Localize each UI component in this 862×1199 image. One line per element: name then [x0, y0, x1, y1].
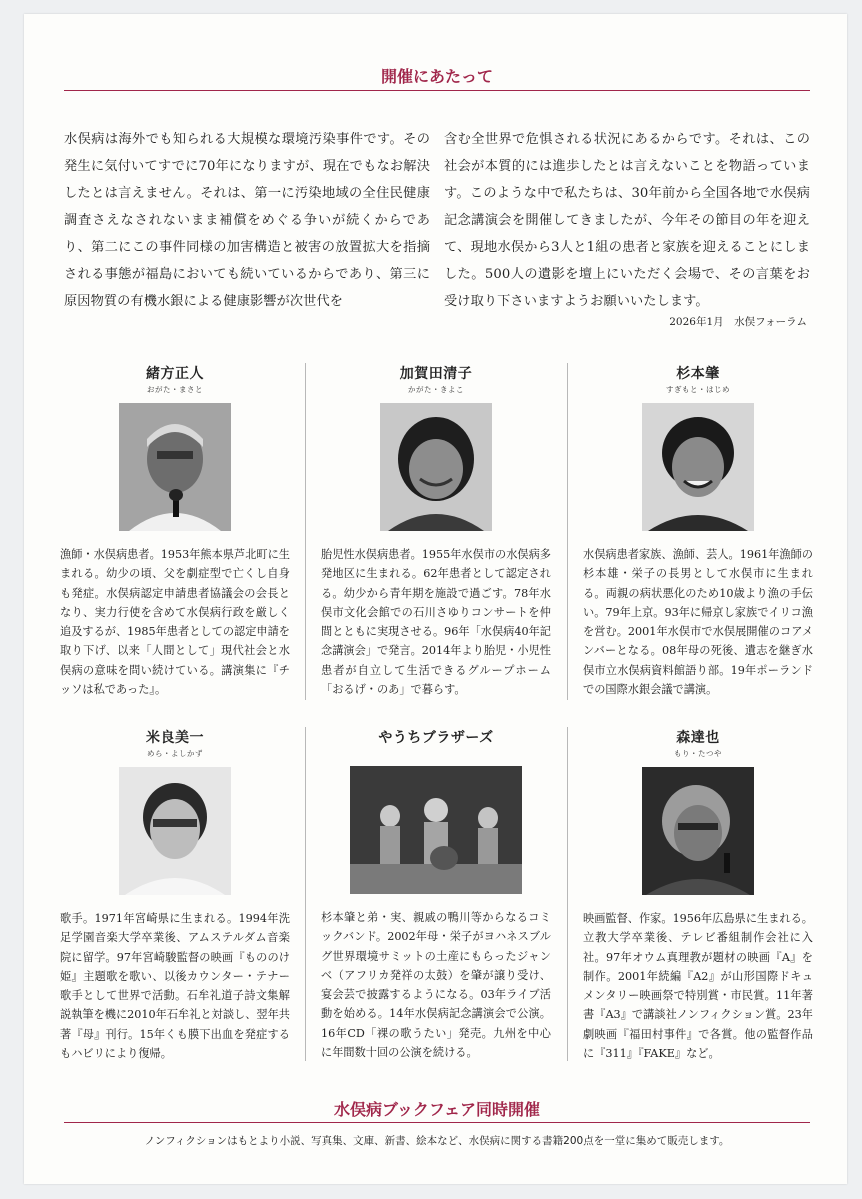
speaker-reading: おがた・まさと: [147, 385, 203, 394]
speaker-card-ogata: [60, 363, 290, 699]
speaker-reading: めら・よしかず: [147, 749, 203, 758]
column-divider: [305, 727, 306, 1061]
title-rule: [64, 90, 810, 91]
speaker-bio: 歌手。1971年宮崎県に生まれる。1994年洗足学園音楽大学卒業後、アムステルダム音楽院に留学。97年宮崎駿監督の映画『もののけ姫』主題歌を歌い、以後カウンター・テナー歌手として世界で活動。石牟礼道子詩文集解説執筆を機に2010年石牟礼と対談し、翌年共著『母』刊行。15年くも膜下出血を発症するもハビリにより復帰。: [60, 912, 290, 1061]
speaker-name: 加賀田清子: [399, 366, 473, 382]
page-title: 開催にあたって: [380, 67, 493, 86]
column-divider: [305, 363, 306, 700]
speaker-card-yauchi-brothers: [321, 727, 551, 1062]
speaker-photo: [642, 767, 754, 895]
speaker-bio: 杉本肇と弟・実、親戚の鴨川等からなるコミックバンド。2002年母・栄子がヨハネスブルグ世界環境サミットの土産にもらったジャンベ（アフリカ発祥の太鼓）を肇が譲り受け、宴会芸で披露するようになる。03年ライブ活動を始める。14年水俣病記念講演会で公演。16年CD「裸の歌うたい」発売。九州を中心に年間数十回の公演を続ける。: [321, 911, 551, 1060]
speaker-card-mera: [60, 727, 290, 1063]
speaker-bio: 水俣病患者家族、漁師、芸人。1961年漁師の杉本雄・栄子の長男として水俣市に生まれる。両親の病状悪化のため10歳より漁の手伝い。79年上京。93年に帰京し家族でイリコ漁を営む。2001年水俣市で水俣展開催のコアメンバーとなる。08年母の死後、遺志を継ぎ水俣市立水俣病資料館語り部。19年ポーランドでの国際水銀会議で講演。: [583, 548, 813, 697]
book-fair-description: ノンフィクションはもとより小説、写真集、文庫、新書、絵本など、水俣病に関する書籍200点を一堂に集めて販売します。: [144, 1135, 730, 1147]
column-divider: [567, 363, 568, 700]
speaker-card-sugimoto: [583, 363, 813, 699]
speaker-photo: [642, 403, 754, 531]
speaker-name: 森達也: [676, 730, 720, 746]
intro-left-column: 水俣病は海外でも知られる大規模な環境汚染事件です。その発生に気付いてすでに70年になりますが、現在でもなお解決したとは言えません。それは、第一に汚染地域の全住民健康調査さえなされないまま補償をめぐる争いが続くからであり、第二にこの事件同様の加害構造と被害の放置拡大を指摘される事態が福島においても続いているからであり、第三に原因物質の有機水銀による健康影響が次世代を: [64, 132, 430, 309]
speaker-photo: [119, 767, 231, 895]
page: [24, 14, 847, 1184]
speaker-reading: もり・たつや: [674, 749, 722, 758]
speaker-bio: 漁師・水俣病患者。1953年熊本県芦北町に生まれる。幼少の頃、父を劇症型で亡くし自身も発症。水俣病認定申請患者協議会の会長となり、実力行使を含めて水俣病行政を厳しく追及するが、1985年患者としての認定申請を取り下げ、以来「人間として」現代社会と水俣病の意味を問い続けている。講演集に『チッソは私であった』。: [60, 548, 290, 697]
speaker-reading: すぎもと・はじめ: [666, 385, 730, 394]
intro-right-column: 含む全世界で危惧される状況にあるからです。それは、この社会が本質的には進歩したとは言えないことを物語っています。このような中で私たちは、30年前から全国各地で水俣病記念講演会を開催してきましたが、今年その節目の年を迎えて、現地水俣から3人と1組の患者と家族を迎えることにしました。500人の遺影を壇上にいただく会場で、その言葉をお受け取り下さいますようお願いいたします。: [444, 132, 810, 309]
speaker-name: 緒方正人: [146, 366, 204, 382]
speaker-name: 米良美一: [146, 730, 204, 746]
speaker-card-mori: [583, 727, 813, 1063]
speaker-bio: 映画監督、作家。1956年広島県に生まれる。立教大学卒業後、テレビ番組制作会社に入社。97年オウム真理教が題材の映画『A』を制作。2001年続編『A2』が山形国際ドキュメンタリー映画祭で特別賞・市民賞。11年著書『A3』で講談社ノンフィクション賞。23年劇映画『福田村事件』で各賞。他の監督作品に『311』『FAKE』など。: [583, 912, 813, 1061]
column-divider: [567, 727, 568, 1061]
speaker-photo: [380, 403, 492, 531]
book-fair-title: 水俣病ブックフェア同時開催: [333, 1100, 541, 1119]
book-fair-rule: [64, 1122, 810, 1123]
speaker-name: 杉本肇: [676, 366, 720, 382]
speaker-photo: [350, 766, 522, 894]
speaker-bio: 胎児性水俣病患者。1955年水俣市の水俣病多発地区に生まれる。62年患者として認定される。幼少から青年期を施設で過ごす。78年水俣市文化会館での石川さゆりコンサートを仲間とともに実現させる。96年「水俣病40年記念講演会」で発言。2014年より胎児・小児性患者が自立して生活できるグループホーム「おるげ・のあ」で暮らす。: [321, 548, 551, 697]
signature: 2026年1月 水俣フォーラム: [669, 316, 807, 328]
speaker-card-kagata: [321, 363, 551, 699]
speaker-photo: [119, 403, 231, 531]
speaker-name: やうちブラザーズ: [378, 730, 494, 746]
speaker-reading: かがた・きよこ: [408, 385, 464, 394]
